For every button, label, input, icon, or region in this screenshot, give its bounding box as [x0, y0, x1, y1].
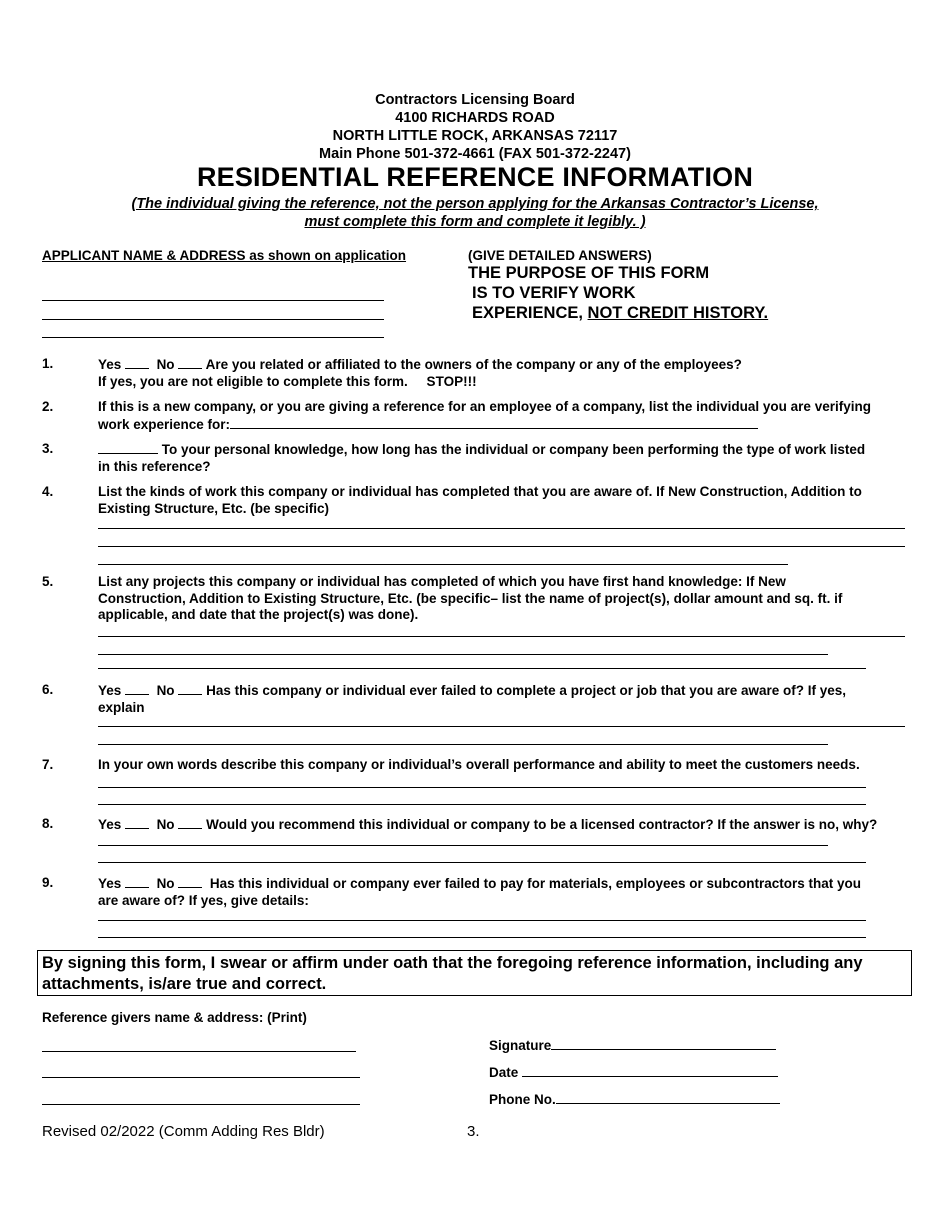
signature-field — [489, 1037, 776, 1053]
q9-no-label: No — [156, 876, 175, 891]
q9-answer-line-2[interactable] — [98, 937, 866, 938]
board-phone: Main Phone 501-372-4661 (FAX 501-372-2247) — [319, 146, 631, 162]
q2-question: If this is a new company, or you are giving a reference for an employee of a company, list the individual you are verifying — [98, 399, 871, 414]
q8-no-blank[interactable] — [178, 816, 202, 829]
q8-number: 8. — [42, 816, 54, 831]
q8-text — [98, 816, 928, 834]
oath-statement: By signing this form, I swear or affirm under oath that the foregoing reference information, including any attachments, is/are true and correct. — [37, 950, 912, 996]
q5-line-3: applicable, and date that the project(s) was done). — [98, 607, 419, 622]
subtitle-line-2: must complete this form and complete it legibly. ) — [304, 214, 646, 230]
q1-no-label: No — [156, 357, 175, 372]
purpose-line-2: IS TO VERIFY WORK — [472, 284, 636, 302]
q4-number: 4. — [42, 484, 54, 499]
q6-text — [98, 682, 913, 716]
q5-answer-line-3[interactable] — [98, 668, 866, 669]
revision-note: Revised 02/2022 (Comm Adding Res Bldr) — [42, 1123, 325, 1140]
signature-label: Signature — [489, 1038, 552, 1053]
q5-number: 5. — [42, 574, 54, 589]
q5-line-2: Construction, Addition to Existing Structure, Etc. (be specific– list the name of project(s), dollar amount and sq. ft. if — [98, 590, 843, 606]
q4-line-2: Existing Structure, Etc. (be specific) — [98, 500, 330, 516]
q5-question: List any projects this company or individual has completed of which you have first hand knowledge: If New — [98, 574, 786, 589]
q2-line-2: work experience for: — [98, 416, 231, 432]
q3-question: To your personal knowledge, how long has the individual or company been performing the type of work listed — [161, 442, 866, 457]
board-name: Contractors Licensing Board — [375, 92, 575, 108]
q9-yes-label: Yes — [98, 876, 122, 891]
q6-no-label: No — [156, 683, 175, 698]
q6-line-2: explain — [98, 699, 145, 715]
q6-yes-blank[interactable] — [125, 682, 149, 695]
q9-line-2: are aware of? If yes, give details: — [98, 892, 309, 908]
q5-answer-line-1[interactable] — [98, 636, 905, 637]
signature-blank[interactable] — [551, 1037, 776, 1050]
applicant-line-3[interactable] — [42, 337, 384, 338]
q4-text — [98, 484, 913, 517]
q6-question: Has this company or individual ever failed to complete a project or job that you are aware of? If yes, — [206, 683, 847, 698]
q1-yes-blank[interactable] — [125, 356, 149, 369]
board-city: NORTH LITTLE ROCK, ARKANSAS 72117 — [332, 128, 618, 144]
q8-yes-blank[interactable] — [125, 816, 149, 829]
q5-text — [98, 574, 913, 624]
q1-no-blank[interactable] — [178, 356, 202, 369]
applicant-label: APPLICANT NAME & ADDRESS as shown on application — [42, 248, 407, 263]
reference-name-line-2[interactable] — [42, 1077, 360, 1078]
q1-line-2: If yes, you are not eligible to complete this form. STOP!!! — [98, 373, 477, 389]
q6-number: 6. — [42, 682, 54, 697]
q3-answer-blank[interactable] — [98, 441, 158, 454]
date-field — [489, 1064, 778, 1080]
q9-yes-blank[interactable] — [125, 875, 149, 888]
q9-text — [98, 875, 913, 909]
q9-answer-line-1[interactable] — [98, 920, 866, 921]
q1-yes-label: Yes — [98, 357, 122, 372]
form-title: RESIDENTIAL REFERENCE INFORMATION — [196, 162, 754, 192]
q7-answer-line-2[interactable] — [98, 804, 866, 805]
q7-question: In your own words describe this company or individual’s overall performance and ability to meet the customers needs. — [98, 757, 860, 772]
q1-number: 1. — [42, 356, 54, 371]
q9-no-blank[interactable] — [178, 875, 202, 888]
date-blank[interactable] — [522, 1064, 778, 1077]
q5-answer-line-2[interactable] — [98, 654, 828, 655]
q8-no-label: No — [156, 817, 175, 832]
q8-answer-line-1[interactable] — [98, 845, 828, 846]
date-label: Date — [489, 1065, 519, 1080]
q8-question: Would you recommend this individual or company to be a licensed contractor? If the answer is no, why? — [206, 817, 878, 832]
q6-yes-label: Yes — [98, 683, 122, 698]
q1-question: Are you related or affiliated to the owners of the company or any of the employees? — [205, 357, 742, 372]
q3-line-2: in this reference? — [98, 458, 211, 474]
q7-text — [98, 757, 913, 774]
q7-answer-line-1[interactable] — [98, 787, 866, 788]
q8-yes-label: Yes — [98, 817, 122, 832]
q6-no-blank[interactable] — [178, 682, 202, 695]
reference-name-line-1[interactable] — [42, 1051, 356, 1052]
q8-answer-line-2[interactable] — [98, 862, 866, 863]
phone-field — [489, 1091, 780, 1107]
q2-answer-blank[interactable] — [230, 416, 758, 429]
purpose-line-3-prefix: EXPERIENCE, — [472, 304, 588, 322]
board-street: 4100 RICHARDS ROAD — [395, 110, 555, 126]
subtitle-line-1: (The individual giving the reference, not the person applying for the Arkansas Contractor’s License, — [131, 196, 819, 212]
q1-text — [98, 356, 913, 390]
phone-blank[interactable] — [556, 1091, 780, 1104]
q3-number: 3. — [42, 441, 54, 456]
purpose-line-3 — [472, 304, 768, 323]
purpose-line-1: THE PURPOSE OF THIS FORM — [468, 264, 710, 282]
q4-answer-line-2[interactable] — [98, 546, 905, 547]
phone-label: Phone No. — [489, 1092, 556, 1107]
q3-text — [98, 441, 913, 475]
q4-answer-line-3[interactable] — [98, 564, 788, 565]
q6-answer-line-2[interactable] — [98, 744, 828, 745]
q4-question: List the kinds of work this company or individual has completed that you are aware of. If New Construction, Addition to — [98, 484, 862, 499]
applicant-line-2[interactable] — [42, 319, 384, 320]
q2-text — [98, 399, 913, 433]
q4-answer-line-1[interactable] — [98, 528, 905, 529]
reference-giver-label: Reference givers name & address: (Print) — [42, 1010, 307, 1025]
give-detailed-answers: (GIVE DETAILED ANSWERS) — [468, 248, 652, 263]
applicant-line-1[interactable] — [42, 300, 384, 301]
q9-question: Has this individual or company ever failed to pay for materials, employees or subcontractors that you — [209, 876, 862, 891]
q6-answer-line-1[interactable] — [98, 726, 905, 727]
not-credit-history: NOT CREDIT HISTORY. — [587, 304, 769, 322]
reference-name-line-3[interactable] — [42, 1104, 360, 1105]
q9-number: 9. — [42, 875, 54, 890]
q2-number: 2. — [42, 399, 54, 414]
q7-number: 7. — [42, 757, 54, 772]
page-number: 3. — [467, 1123, 480, 1140]
